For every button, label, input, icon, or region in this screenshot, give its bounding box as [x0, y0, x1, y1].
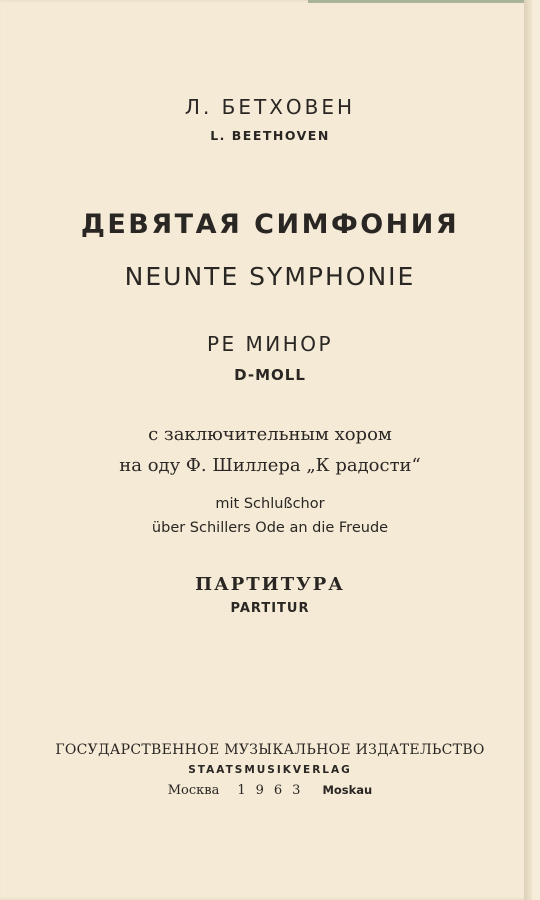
- chorus-note-russian-line-2: на оду Ф. Шиллера „К радости“: [119, 455, 421, 476]
- key-german: D-MOLL: [234, 366, 306, 384]
- imprint-city-russian: Москва: [167, 783, 220, 798]
- chorus-note-german-line-1: mit Schlußchor: [215, 496, 325, 512]
- imprint-line: [0, 783, 540, 798]
- chorus-note-german-line-2: über Schillers Ode an die Freude: [151, 520, 389, 536]
- author-name-russian: Л. БЕТХОВЕН: [184, 95, 356, 119]
- score-label-russian: ПАРТИТУРА: [195, 574, 345, 595]
- score-label-german: PARTITUR: [230, 601, 310, 616]
- imprint-year: 1963: [237, 783, 311, 798]
- imprint-city-german: Moskau: [322, 783, 373, 797]
- key-russian: РЕ МИНОР: [206, 332, 334, 356]
- chorus-note-russian-line-1: с заключительным хором: [148, 424, 392, 445]
- work-title-german: NEUNTE SYMPHONIE: [124, 262, 416, 291]
- page-top-edge: [308, 0, 532, 3]
- author-name-german: L. BEETHOVEN: [210, 128, 330, 143]
- publisher-name-russian: ГОСУДАРСТВЕННОЕ МУЗЫКАЛЬНОЕ ИЗДАТЕЛЬСТВО: [55, 742, 485, 758]
- work-title-russian: ДЕВЯТАЯ СИМФОНИЯ: [80, 209, 460, 240]
- publisher-name-german: STAATSMUSIKVERLAG: [188, 764, 352, 776]
